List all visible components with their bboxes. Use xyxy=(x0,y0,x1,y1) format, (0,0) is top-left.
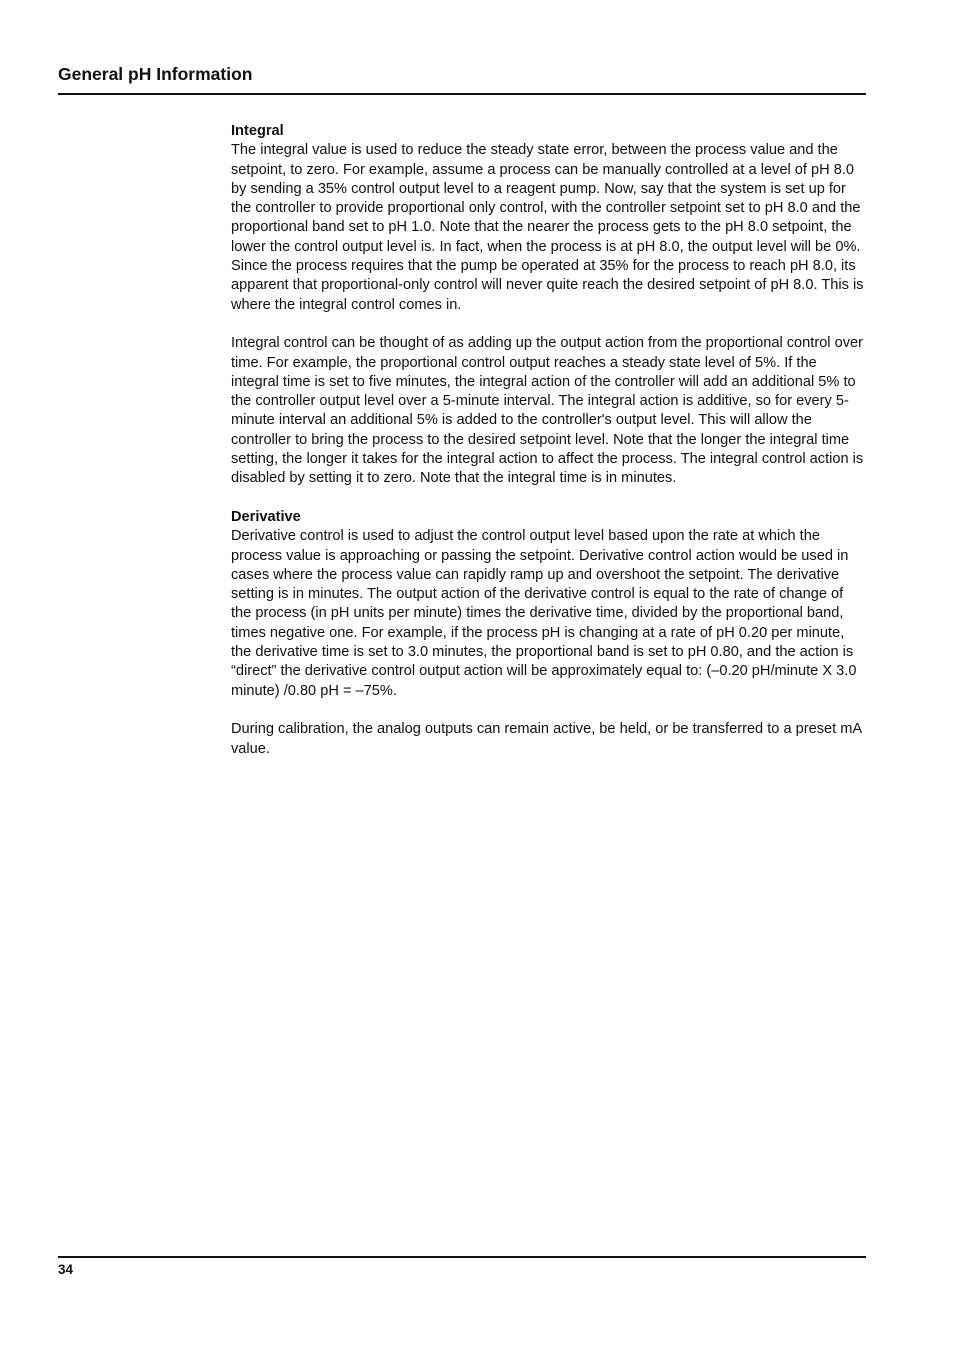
page-footer xyxy=(58,1256,866,1279)
paragraph-integral-1: The integral value is used to reduce the steady state error, between the process value and the setpoint, to zero. For example, assume a process can be manually controlled at a level of pH 8.0 by sending a 35% control output level to a reagent pump. Now, say that the system is set up for the controller to provide proportional only control, with the controller setpoint set to pH 8.0 and the proportional band set to pH 1.0. Note that the nearer the process gets to the pH 8.0 setpoint, the lower the control output level is. In fact, when the process is at pH 8.0, the output level will be 0%. Since the process requires that the pump be operated at 35% for the process to reach pH 8.0, its apparent that proportional-only control will never quite reach the desired setpoint of pH 8.0. This is where the integral control comes in. xyxy=(231,142,864,313)
paragraph-derivative-2: During calibration, the analog outputs can remain active, be held, or be transferred to a preset mA value. xyxy=(231,721,862,757)
main-content xyxy=(231,122,866,778)
page-title: General pH Information xyxy=(58,62,866,95)
page-number: 34 xyxy=(58,1262,74,1277)
section-integral xyxy=(231,122,866,489)
page-header xyxy=(58,62,866,95)
paragraph-derivative-1: Derivative control is used to adjust the control output level based upon the rate at which the process value is approaching or passing the setpoint. Derivative control action would be used in cases where the process value can rapidly ramp up and overshoot the setpoint. The derivative setting is in minutes. The output action of the derivative control is equal to the rate of change of the process (in pH units per minute) times the derivative time, divided by the proportional band, times negative one. For example, if the process pH is changing at a rate of pH 0.20 per minute, the derivative time is set to 3.0 minutes, the proportional band is set to pH 0.80, and the action is “direct” the derivative control output action will be approximately equal to: (–0.20 pH/minute X 3.0 minute) /0.80 pH = –75%. xyxy=(231,528,857,699)
paragraph-integral-2: Integral control can be thought of as adding up the output action from the proportional control over time. For example, the proportional control output reaches a steady state level of 5%. If the integral time is set to five minutes, the integral action of the controller will add an additional 5% to the controller output level over a 5-minute interval. The integral action is additive, so for every 5-minute interval an additional 5% is added to the controller's output level. This will allow the controller to bring the process to the desired setpoint level. Note that the longer the integral time setting, the longer it takes for the integral action to affect the process. The integral control action is disabled by setting it to zero. Note that the integral time is in minutes. xyxy=(231,335,864,487)
section-heading-derivative: Derivative xyxy=(231,508,301,525)
section-derivative xyxy=(231,508,866,759)
section-heading-integral: Integral xyxy=(231,123,284,139)
